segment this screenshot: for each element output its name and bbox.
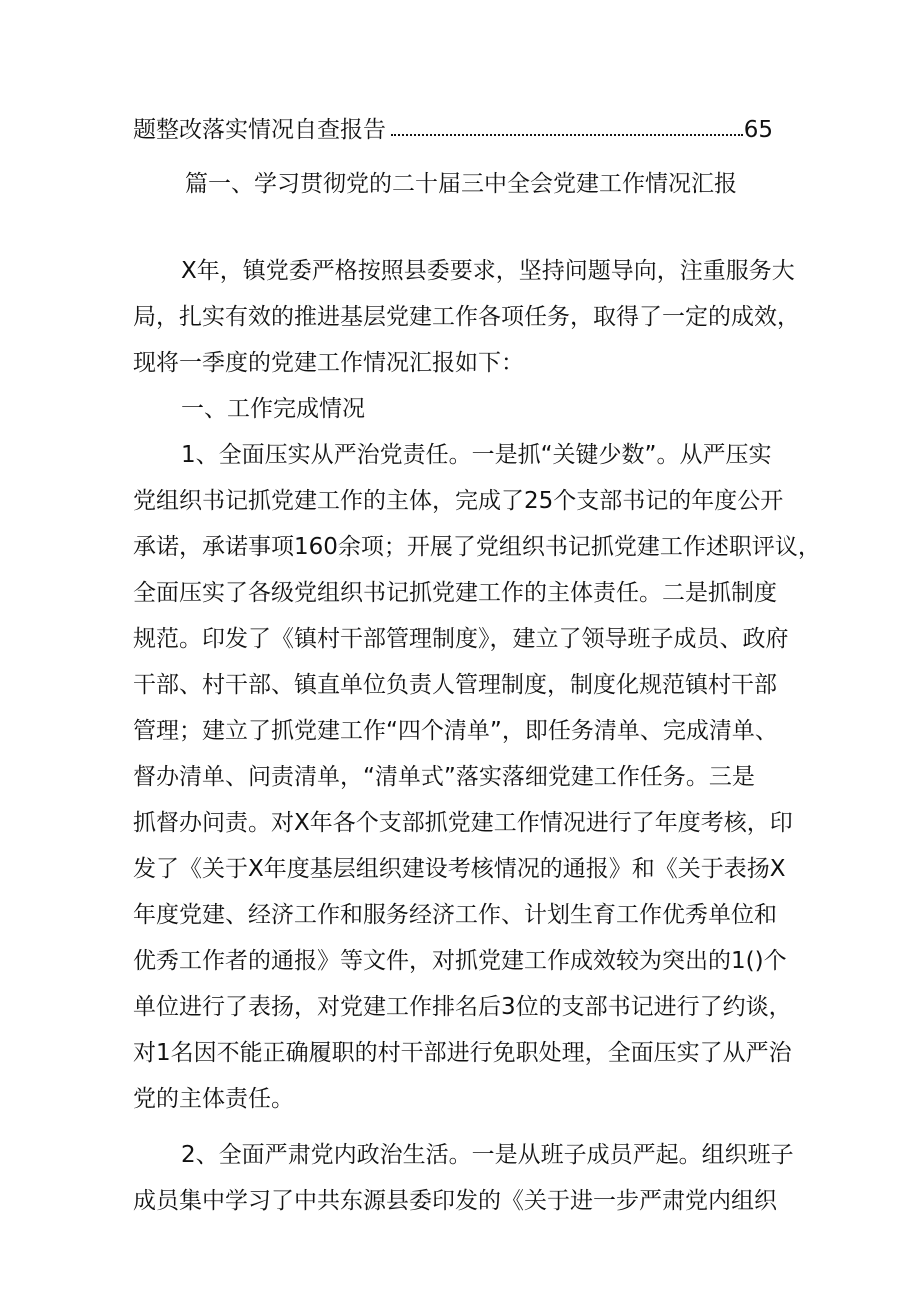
paragraph-line: 对1名因不能正确履职的村干部进行免职处理，全面压实了从严治 bbox=[133, 1040, 792, 1066]
paragraph-line: 现将一季度的党建工作情况汇报如下： bbox=[133, 350, 524, 376]
body-paragraphs bbox=[133, 248, 821, 1122]
body-paragraphs bbox=[133, 1132, 793, 1224]
paragraph-line: 管理；建立了抓党建工作“四个清单”，即任务清单、完成清单、 bbox=[133, 718, 778, 744]
paragraph-line: 党的主体责任。 bbox=[133, 1086, 294, 1112]
paragraph-line: 党组织书记抓党建工作的主体，完成了25个支部书记的年度公开 bbox=[133, 488, 784, 514]
paragraph-line: 规范。印发了《镇村干部管理制度》，建立了领导班子成员、政府 bbox=[133, 626, 789, 652]
paragraph-line: 发了《关于X年度基层组织建设考核情况的通报》和《关于表扬X bbox=[133, 856, 786, 882]
paragraph-line: 成员集中学习了中共东源县委印发的《关于进一步严肃党内组织 bbox=[133, 1188, 777, 1214]
paragraph-line: 局，扎实有效的推进基层党建工作各项任务，取得了一定的成效， bbox=[133, 304, 800, 330]
paragraph-line: 优秀工作者的通报》等文件，对抓党建工作成效较为突出的1()个 bbox=[133, 948, 787, 974]
paragraph-line: X年，镇党委严格按照县委要求，坚持问题导向，注重服务大 bbox=[181, 258, 795, 284]
toc-entry[interactable] bbox=[133, 112, 773, 148]
toc-leader-dots bbox=[391, 134, 743, 136]
section-heading: 篇一、学习贯彻党的二十届三中全会党建工作情况汇报 bbox=[185, 171, 737, 197]
paragraph-line: 年度党建、经济工作和服务经济工作、计划生育工作优秀单位和 bbox=[133, 902, 777, 928]
paragraph-line: 单位进行了表扬，对党建工作排名后3位的支部书记进行了约谈， bbox=[133, 994, 792, 1020]
paragraph-line: 全面压实了各级党组织书记抓党建工作的主体责任。二是抓制度 bbox=[133, 580, 777, 606]
paragraph-line: 抓督办问责。对X年各个支部抓党建工作情况进行了年度考核，印 bbox=[133, 810, 793, 836]
paragraph-line: 干部、村干部、镇直单位负责人管理制度，制度化规范镇村干部 bbox=[133, 672, 777, 698]
subsection-heading: 一、工作完成情况 bbox=[181, 396, 365, 422]
paragraph-line: 1、全面压实从严治党责任。一是抓“关键少数”。从严压实 bbox=[181, 442, 772, 468]
toc-entry-title: 题整改落实情况自查报告 bbox=[133, 117, 386, 143]
paragraph-line: 督办清单、问责清单，“清单式”落实落细党建工作任务。三是 bbox=[133, 764, 755, 790]
paragraph-line: 承诺，承诺事项160余项；开展了党组织书记抓党建工作述职评议， bbox=[133, 534, 821, 560]
toc-entry-page-number: 65 bbox=[743, 117, 773, 143]
paragraph-line: 2、全面严肃党内政治生活。一是从班子成员严起。组织班子 bbox=[181, 1142, 794, 1168]
